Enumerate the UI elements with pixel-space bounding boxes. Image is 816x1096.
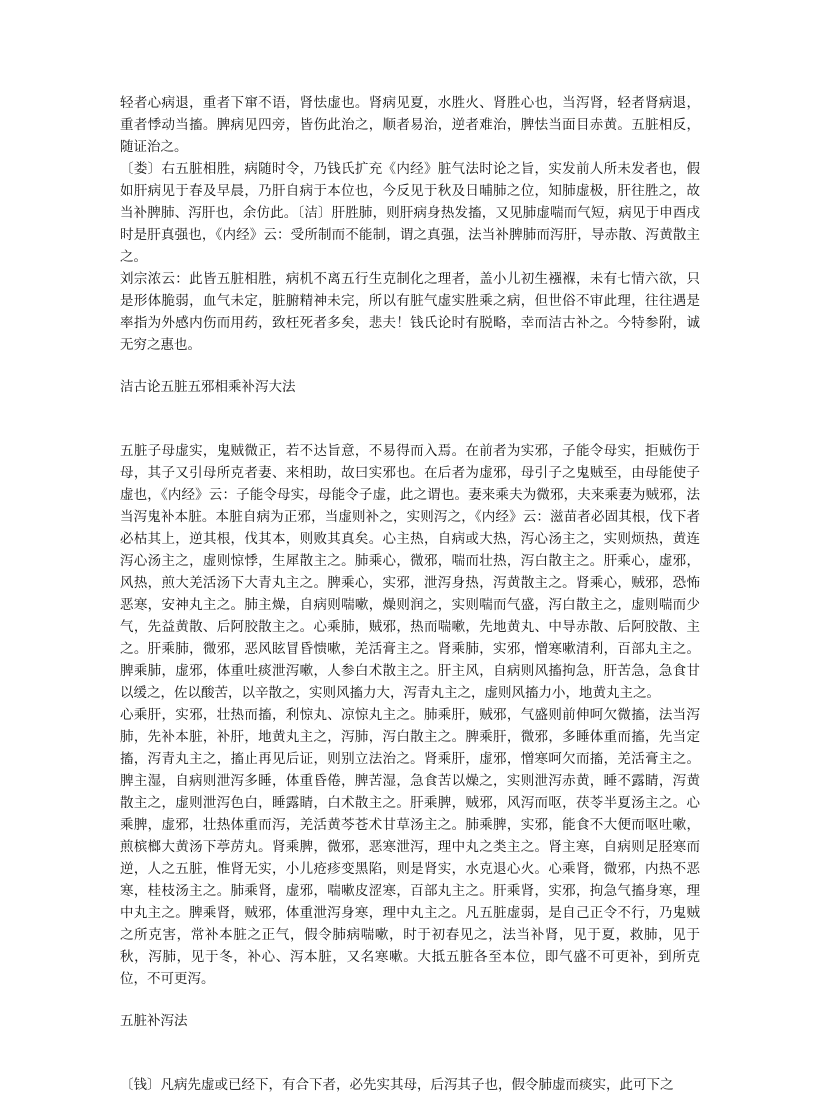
section-heading: 洁古论五脏五邪相乘补泻大法 [120,379,296,395]
document-page [120,92,700,1096]
paragraph: 轻者心病退，重者下窜不语，肾怯虚也。肾病见夏，水胜火、肾胜心也，当泻肾，轻者肾病退，重者悸动当搐。脾病见四旁，皆伤此治之，顺者易治，逆者难治，脾怯当面目赤黄。五脏相反，随证治之。 [120,95,700,155]
paragraph: 〔钱〕凡病先虚或已经下，有合下者，必先实其母，后泻其子也，假令肺虚而痰实，此可下之 [120,1077,674,1093]
paragraph: 〔娄〕右五脏相胜，病随时令，乃钱氏扩充《内经》脏气法时论之旨，实发前人所未发者也，假如肝病见于春及早晨，乃肝自病于本位也，今反见于秋及日晡肺之位，知肺虚极，肝往胜之，故当补脾肺、泻肝也，余仿此。〔洁〕肝胜肺，则肝病身热发搐，又见肺虚喘而气短，病见于申酉戌时是肝真强也，《内经》云：受所制而不能制，谓之真强，法当补脾肺而泻肝，导赤散、泻黄散主之。 [120,161,700,265]
paragraph: 心乘肝，实邪，壮热而搐，利惊丸、凉惊丸主之。肺乘肝，贼邪，气盛则前伸呵欠微搐，法当泻肺，先补本脏，补肝，地黄丸主之，泻肺，泻白散主之。脾乘肝，微邪，多睡体重而搐，先当定搐，泻青丸主之，搐止再见后证，则别立法治之。肾乘肝，虚邪，憎寒呵欠而搐，羌活膏主之。脾主湿，自病则泄泻多睡，体重昏倦，脾苦湿，急食苦以燥之，实则泄泻赤黄，睡不露睛，泻黄散主之，虚则泄泻色白，睡露睛，白术散主之。肝乘脾，贼邪，风泻而呕，茯苓半夏汤主之。心乘脾，虚邪，壮热体重而泻，羌活黄芩苍术甘草汤主之。肺乘脾，实邪，能食不大便而呕吐嗽，煎槟榔大黄汤下葶苈丸。肾乘脾，微邪，恶寒泄泻，理中丸之类主之。肾主寒，自病则足胫寒而逆，人之五脏，惟肾无实，小儿疮疹变黑陷，则是肾实，水克退心火。心乘肾，微邪，内热不恶寒，桂枝汤主之。肺乘肾，虚邪，喘嗽皮涩寒，百部丸主之。肝乘肾，实邪，拘急气搐身寒，理中丸主之。脾乘肾，贼邪，体重泄泻身寒，理中丸主之。凡五脏虚弱，是自己正令不行，乃鬼贼之所克害，常补本脏之正气，假令肺病喘嗽，时于初春见之，法当补肾，见于夏，救肺，见于秋，泻肺，见于冬，补心、泻本脏，又名寒嗽。大抵五脏各至本位，即气盛不可更补，到所克位，不可更泻。 [120,707,700,987]
paragraph: 五脏子母虚实，鬼贼微正，若不达旨意，不易得而入焉。在前者为实邪，子能令母实，拒贼伤于母，其子又引母所克者妻、来相助，故曰实邪也。在后者为虚邪，母引子之鬼贼至，由母能使子虚也，《内经》云：子能令母实，母能令子虚，此之谓也。妻来乘夫为微邪，夫来乘妻为贼邪，法当泻鬼补本脏。本脏自病为正邪，当虚则补之，实则泻之，《内经》云：滋苗者必固其根，伐下者必枯其上，逆其根，伐其本，则败其真矣。心主热，自病或大热，泻心汤主之，实则烦热，黄连泻心汤主之，虚则惊悸，生犀散主之。肺乘心，微邪，喘而壮热，泻白散主之。肝乘心，虚邪，风热，煎大羌活汤下大青丸主之。脾乘心，实邪，泄泻身热，泻黄散主之。肾乘心，贼邪，恐怖恶寒，安神丸主之。肺主燥，自病则喘嗽，燥则润之，实则喘而气盛，泻白散主之，虚则喘而少气，先益黄散、后阿胶散主之。心乘肺，贼邪，热而喘嗽，先地黄丸、中导赤散、后阿胶散、主之。肝乘肺，微邪，恶风眩冒昏愦嗽，羌活膏主之。肾乘肺，实邪，憎寒嗽清利，百部丸主之。脾乘肺，虚邪，体重吐痰泄泻嗽，人参白术散主之。肝主风，自病则风搐拘急，肝苦急，急食甘以缓之，佐以酸苦，以辛散之，实则风搐力大，泻青丸主之，虚则风搐力小，地黄丸主之。 [120,443,700,701]
paragraph: 刘宗浓云：此皆五脏相胜，病机不离五行生克制化之理者，盖小儿初生襁褓，未有七情六欲，只是形体脆弱，血气未定，脏腑精神未完，所以有脏气虚实胜乘之病，但世俗不审此理，往往遇是率指为外感内伤而用药，致枉死者多矣，悲夫！钱氏论时有脱略，幸而洁古补之。今特参附，诚无穷之惠也。 [120,271,700,353]
section-heading: 五脏补泻法 [120,1013,188,1029]
